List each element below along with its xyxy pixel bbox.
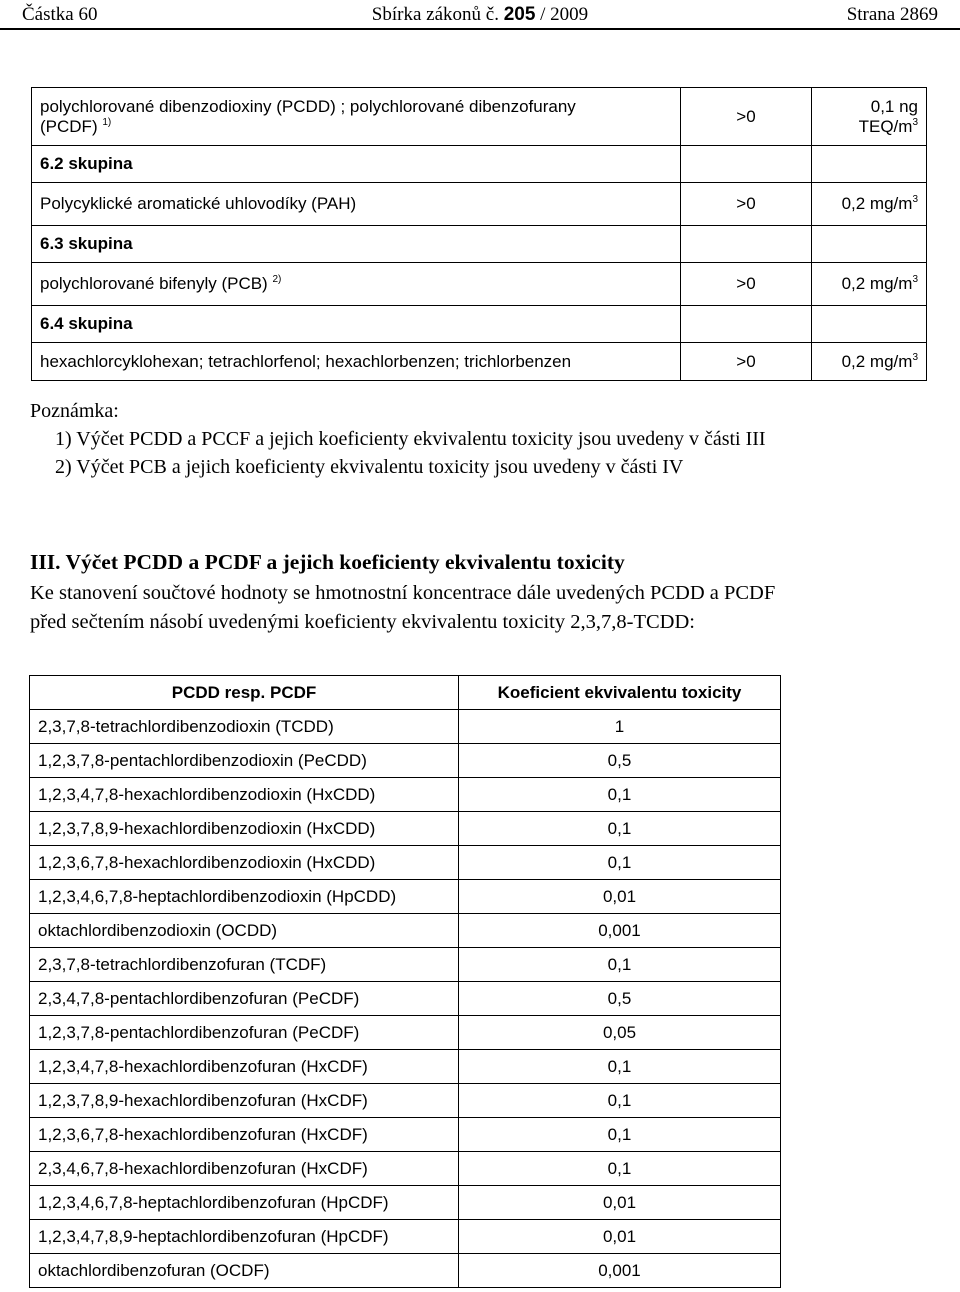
factor-cell: 0,5	[459, 744, 781, 778]
group-label: 6.4 skupina	[32, 306, 681, 343]
substance-cell: 2,3,4,7,8-pentachlordibenzofuran (PeCDF)	[30, 982, 459, 1016]
table-row	[30, 1016, 781, 1050]
empty-cell	[681, 226, 812, 263]
limits-row	[32, 343, 927, 381]
tef-header-row	[30, 676, 781, 710]
table-row	[30, 880, 781, 914]
group-row	[32, 306, 927, 343]
header-collection-number: 205	[503, 4, 536, 25]
limits-row	[32, 88, 927, 146]
section-text: před sečtením násobí uvedenými koeficienty ekvivalentu toxicity 2,3,7,8-TCDD:	[30, 611, 695, 633]
section-title: III. Výčet PCDD a PCDF a jejich koeficienty ekvivalentu toxicity	[30, 550, 625, 574]
table-row	[30, 1118, 781, 1152]
table-row	[30, 744, 781, 778]
factor-cell: 0,001	[459, 914, 781, 948]
limit-unit: TEQ/m	[858, 116, 913, 136]
factor-cell: 0,1	[459, 846, 781, 880]
factor-cell: 0,1	[459, 1050, 781, 1084]
footnote-ref: 2)	[272, 274, 282, 285]
table-row	[30, 1220, 781, 1254]
limit-exponent: 3	[912, 116, 918, 128]
empty-cell	[812, 306, 927, 343]
substance-name-cont: (PCDF)	[40, 116, 98, 136]
limit-value: 0,2 mg/m	[841, 194, 913, 213]
column-header-substance: PCDD resp. PCDF	[30, 676, 459, 710]
group-label: 6.2 skupina	[32, 146, 681, 183]
limits-row	[32, 183, 927, 226]
limit-exponent: 3	[912, 194, 918, 205]
table-row	[30, 1050, 781, 1084]
substance-cell: 1,2,3,7,8,9-hexachlordibenzofuran (HxCDF)	[30, 1084, 459, 1118]
factor-cell: 0,1	[459, 1152, 781, 1186]
table-row	[30, 812, 781, 846]
factor-cell: 0,01	[459, 880, 781, 914]
factor-cell: 0,5	[459, 982, 781, 1016]
substance-cell: 1,2,3,7,8,9-hexachlordibenzodioxin (HxCDD)	[30, 812, 459, 846]
footnote-ref: 1)	[102, 116, 112, 128]
factor-cell: 0,1	[459, 1084, 781, 1118]
threshold-cell: >0	[681, 183, 812, 226]
header-collection-year: / 2009	[540, 4, 589, 25]
table-row	[30, 982, 781, 1016]
limits-table	[31, 87, 927, 381]
group-label: 6.3 skupina	[32, 226, 681, 263]
limit-exponent: 3	[912, 351, 918, 363]
substance-cell: 1,2,3,6,7,8-hexachlordibenzodioxin (HxCDD)	[30, 846, 459, 880]
header-page: Strana 2869	[846, 4, 938, 25]
limit-cell	[812, 88, 927, 146]
factor-cell: 1	[459, 710, 781, 744]
substance-cell: 1,2,3,4,6,7,8-heptachlordibenzodioxin (HpCDD)	[30, 880, 459, 914]
substance-cell: 1,2,3,4,6,7,8-heptachlordibenzofuran (HpCDF)	[30, 1186, 459, 1220]
table-row	[30, 1152, 781, 1186]
table-row	[30, 914, 781, 948]
limit-exponent: 3	[912, 274, 918, 285]
factor-cell: 0,01	[459, 1220, 781, 1254]
substance-cell: 1,2,3,4,7,8,9-heptachlordibenzofuran (HpCDF)	[30, 1220, 459, 1254]
table-row	[30, 1186, 781, 1220]
note-item: 1) Výčet PCDD a PCCF a jejich koeficienty ekvivalentu toxicity jsou uvedeny v části III	[55, 428, 766, 450]
substance-name: Polycyklické aromatické uhlovodíky (PAH)	[32, 183, 681, 226]
factor-cell: 0,1	[459, 812, 781, 846]
factor-cell: 0,01	[459, 1186, 781, 1220]
substance-cell: oktachlordibenzodioxin (OCDD)	[30, 914, 459, 948]
notes-heading: Poznámka:	[30, 400, 119, 422]
factor-cell: 0,001	[459, 1254, 781, 1288]
group-row	[32, 146, 927, 183]
threshold-cell: >0	[681, 343, 812, 381]
factor-cell: 0,1	[459, 948, 781, 982]
limits-row	[32, 263, 927, 306]
substance-cell	[32, 88, 681, 146]
empty-cell	[681, 306, 812, 343]
substance-cell: oktachlordibenzofuran (OCDF)	[30, 1254, 459, 1288]
table-row	[30, 948, 781, 982]
note-item: 2) Výčet PCB a jejich koeficienty ekvivalentu toxicity jsou uvedeny v části IV	[55, 456, 684, 478]
substance-name: polychlorované dibenzodioxiny (PCDD) ; polychlorované dibenzofurany	[40, 96, 576, 116]
factor-cell: 0,1	[459, 1118, 781, 1152]
page-header	[0, 0, 960, 30]
substance-name: hexachlorcyklohexan; tetrachlorfenol; hexachlorbenzen; trichlorbenzen	[32, 343, 681, 381]
empty-cell	[681, 146, 812, 183]
substance-cell: 2,3,7,8-tetrachlordibenzodioxin (TCDD)	[30, 710, 459, 744]
substance-cell: 1,2,3,7,8-pentachlordibenzofuran (PeCDF)	[30, 1016, 459, 1050]
notes	[30, 397, 930, 481]
header-collection	[0, 4, 960, 26]
table-row	[30, 1084, 781, 1118]
empty-cell	[812, 146, 927, 183]
table-row	[30, 846, 781, 880]
factor-cell: 0,1	[459, 778, 781, 812]
factor-cell: 0,05	[459, 1016, 781, 1050]
substance-cell: 1,2,3,6,7,8-hexachlordibenzofuran (HxCDF)	[30, 1118, 459, 1152]
substance-cell: 1,2,3,7,8-pentachlordibenzodioxin (PeCDD)	[30, 744, 459, 778]
limit-cell	[812, 343, 927, 381]
substance-cell: 1,2,3,4,7,8-hexachlordibenzofuran (HxCDF)	[30, 1050, 459, 1084]
empty-cell	[812, 226, 927, 263]
section-text: Ke stanovení součtové hodnoty se hmotnostní koncentrace dále uvedených PCDD a PCDF	[30, 582, 776, 604]
threshold-cell: >0	[681, 88, 812, 146]
limit-value: 0,1 ng	[870, 96, 918, 116]
substance-cell: 2,3,7,8-tetrachlordibenzofuran (TCDF)	[30, 948, 459, 982]
limit-cell	[812, 183, 927, 226]
tef-table	[29, 675, 781, 1288]
group-row	[32, 226, 927, 263]
limit-value: 0,2 mg/m	[841, 274, 913, 293]
table-row	[30, 778, 781, 812]
threshold-cell: >0	[681, 263, 812, 306]
header-collection-prefix: Sbírka zákonů č.	[371, 4, 499, 25]
substance-cell: 1,2,3,4,7,8-hexachlordibenzodioxin (HxCDD)	[30, 778, 459, 812]
substance-cell	[32, 263, 681, 306]
header-part: Částka 60	[22, 4, 98, 25]
table-row	[30, 1254, 781, 1288]
substance-name: polychlorované bifenyly (PCB)	[40, 274, 268, 293]
limit-value: 0,2 mg/m	[841, 351, 913, 371]
section-iii	[30, 548, 930, 637]
substance-cell: 2,3,4,6,7,8-hexachlordibenzofuran (HxCDF)	[30, 1152, 459, 1186]
table-row	[30, 710, 781, 744]
limit-cell	[812, 263, 927, 306]
column-header-factor: Koeficient ekvivalentu toxicity	[459, 676, 781, 710]
